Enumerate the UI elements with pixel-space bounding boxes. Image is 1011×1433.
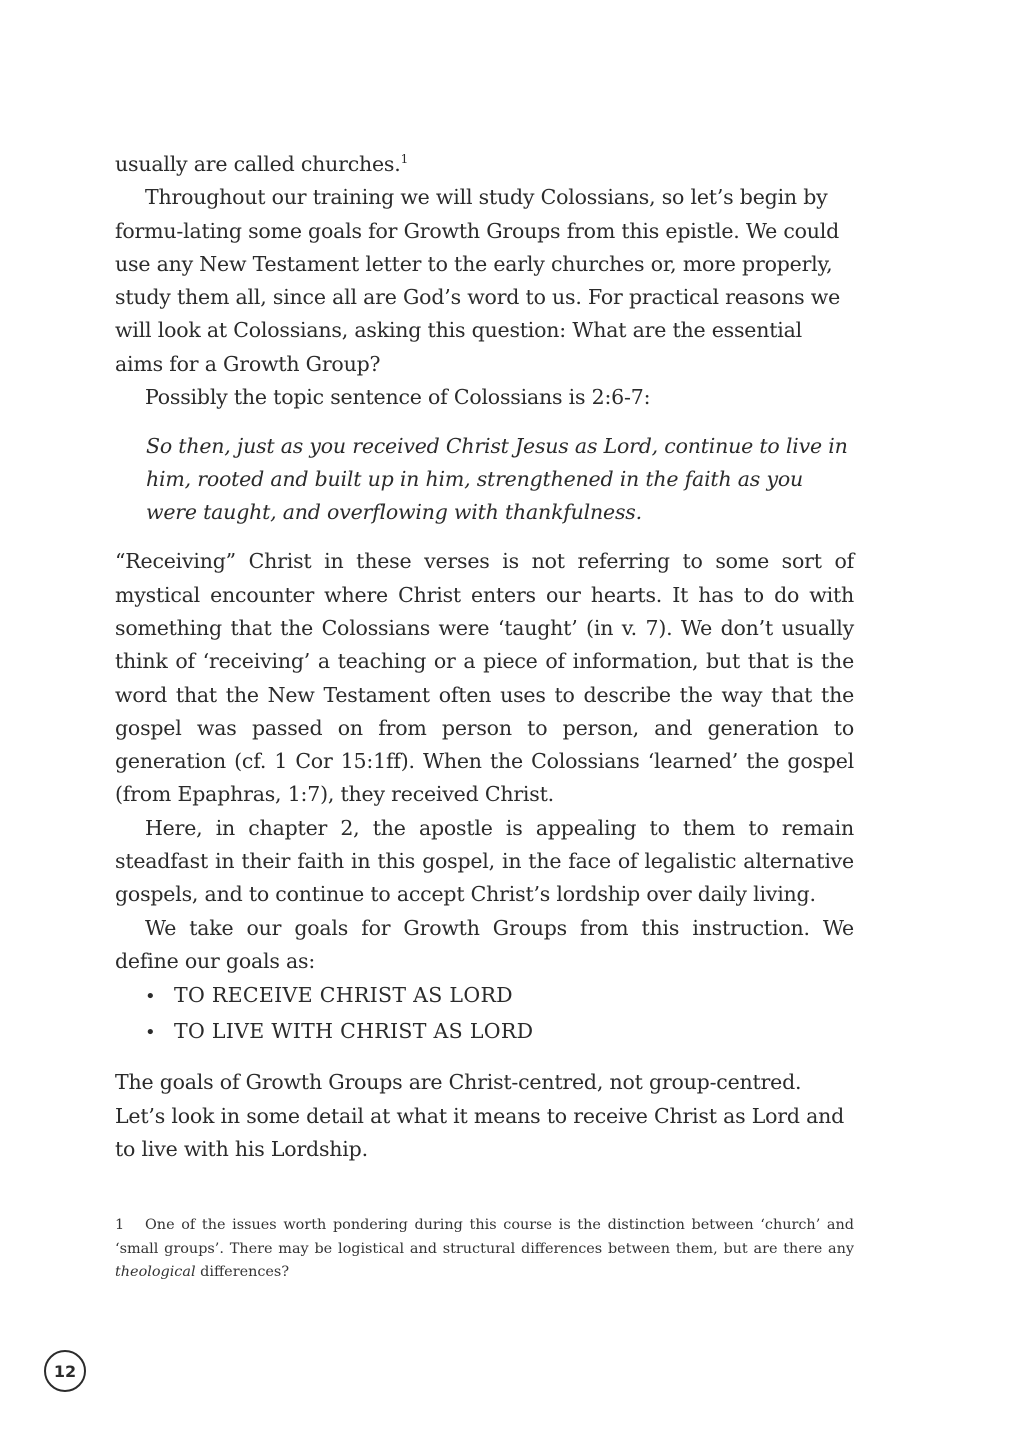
footnote-reference[interactable]: 1 [400,152,408,167]
page-number: 12 [53,1361,77,1381]
footnote-emphasis: theological [115,1264,196,1280]
goal-receive-christ: TO RECEIVE CHRIST AS LORD [174,983,513,1008]
paragraph-7: The goals of Growth Groups are Christ-centred, not group-centred. Let’s look in some detail at what it means to receive Christ as Lord and to live with his Lordship. [115,1070,845,1161]
goals-list-item [115,978,854,1014]
footnote-text-end: differences? [195,1264,290,1280]
paragraph-1 [115,148,854,181]
paragraph-1-text: usually are called churches. [115,152,401,176]
paragraph-2: Throughout our training we will study Colossians, so let’s begin by formu-lating some goals for Growth Groups from this epistle. We could use any New Testament letter to the early churches or, more properly, study them all, since all are God’s word to us. For practical reasons we will look at Colossians, asking this question: What are the essential aims for a Growth Group? [115,185,841,376]
footnote [115,1214,854,1285]
goals-list [115,978,854,1050]
page-body [115,148,854,1166]
paragraph-3: Possibly the topic sentence of Colossians is 2:6-7: [145,385,651,410]
bullet-icon: • [145,1022,156,1044]
paragraph-4: “Receiving” Christ in these verses is not referring to some sort of mystical encounter where Christ enters our hearts. It has to do with something that the Colossians were ‘taught’ (in v. 7). We don’t usually think of ‘receiving’ a teaching or a piece of information, but that is the word that the New Testament often uses to describe the way that the gospel was passed on from person to person, and generation to generation (cf. 1 Cor 15:1ff). When the Colossians ‘learned’ the gospel (from Epaphras, 1:7), they received Christ. [115,549,854,807]
paragraph-6: We take our goals for Growth Groups from this instruction. We define our goals as: [115,915,854,973]
scripture-quote: So then, just as you received Christ Jesus as Lord, continue to live in him, rooted and built up in him, strengthened in the faith as you were taught, and overflowing with thankfulness. [146,434,848,525]
goals-list-item [115,1014,854,1050]
goal-live-with-christ: TO LIVE WITH CHRIST AS LORD [174,1019,534,1044]
page-number-badge [44,1350,86,1392]
footnote-text: One of the issues worth pondering during this course is the distinction between ‘church’ and ‘small groups’. There may be logistical and structural differences between them, but are there any [115,1217,854,1257]
paragraph-5: Here, in chapter 2, the apostle is appealing to them to remain steadfast in their faith in this gospel, in the face of legalistic alternative gospels, and to continue to accept Christ’s lordship over daily living. [115,815,854,907]
bullet-icon: • [145,986,156,1008]
footnote-number: 1 [115,1217,125,1233]
